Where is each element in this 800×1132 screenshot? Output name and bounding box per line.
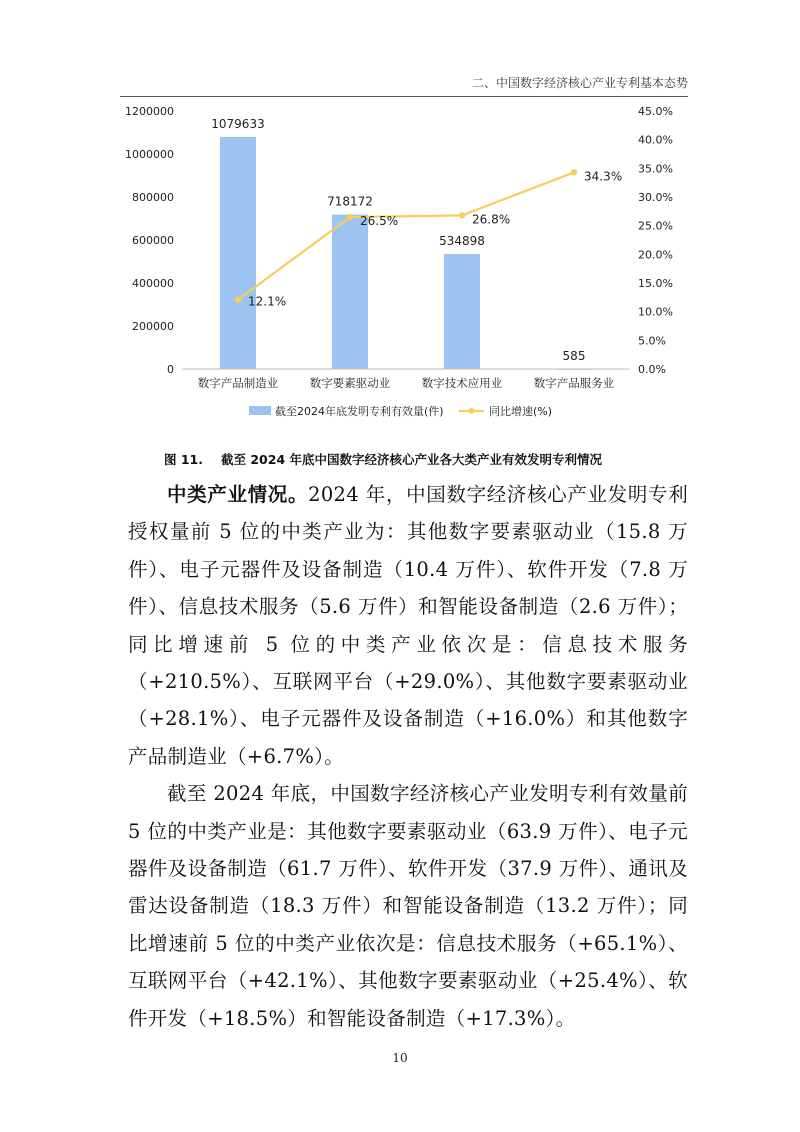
y2-tick-label: 0.0%	[638, 363, 666, 376]
growth-point	[459, 212, 465, 218]
bar	[220, 137, 256, 369]
growth-value-label: 26.8%	[472, 212, 511, 227]
bar-value-label: 718172	[327, 194, 373, 209]
y-tick-label: 800000	[132, 191, 174, 204]
growth-value-label: 26.5%	[360, 214, 399, 229]
patent-chart	[0, 96, 800, 431]
paragraph-2	[128, 775, 688, 1037]
category-label: 数字产品制造业	[197, 376, 279, 390]
y2-tick-label: 40.0%	[638, 133, 673, 147]
paragraph-1-lead: 中类产业情况。	[167, 483, 309, 506]
figure-number: 图 11.	[164, 452, 203, 467]
y-tick-label: 200000	[132, 320, 174, 333]
y2-tick-label: 25.0%	[638, 219, 673, 233]
bar	[332, 215, 368, 369]
category-label: 数字要素驱动业	[309, 376, 391, 390]
category-label: 数字技术应用业	[421, 376, 503, 390]
category-label: 数字产品服务业	[533, 376, 615, 390]
y2-tick-label: 35.0%	[638, 162, 673, 176]
growth-line	[238, 172, 574, 299]
legend-bar-label: 截至2024年底发明专利有效量(件)	[275, 405, 444, 418]
y2-tick-label: 45.0%	[638, 105, 673, 118]
bar-value-label: 1079633	[211, 116, 265, 131]
growth-point	[571, 169, 577, 175]
y2-tick-label: 5.0%	[638, 334, 666, 348]
figure-caption-text: 截至 2024 年底中国数字经济核心产业各大类产业有效发明专利情况	[221, 452, 602, 467]
growth-point	[235, 296, 241, 302]
bar	[444, 254, 480, 369]
y2-tick-label: 15.0%	[638, 277, 673, 290]
growth-value-label: 12.1%	[248, 294, 287, 309]
growth-point	[347, 214, 353, 220]
page-number: 10	[392, 1051, 408, 1065]
legend-line-marker	[469, 408, 475, 414]
y-tick-label: 1200000	[125, 105, 174, 118]
y2-tick-label: 10.0%	[638, 305, 673, 319]
y-tick-label: 600000	[132, 234, 174, 247]
bar-value-label: 534898	[439, 233, 485, 248]
legend-line-label: 同比增速(%)	[489, 405, 553, 418]
y-tick-label: 400000	[132, 277, 174, 290]
y2-tick-label: 20.0%	[638, 248, 673, 262]
figure-caption	[164, 450, 602, 468]
legend-bar-swatch	[249, 406, 271, 415]
paragraph-1-text: 2024 年，中国数字经济核心产业发明专利授权量前 5 位的中类产业为：其他数字要素驱动业（15.8 万件）、电子元器件及设备制造（10.4 万件）、软件开发（7.8 万件）、信息技术服务（5.6 万件）和智能设备制造（2.6 万件）；同比增速前 5 位的中类产业依次是：信息技术服务（+210.5%）、互联网平台（+29.0%）、其他数字要素驱动业（+28.1%）、电子元器件及设备制造（+16.0%）和其他数字产品制造业（+6.7%）。	[128, 483, 688, 768]
bar-value-label: 585	[562, 348, 586, 363]
y-tick-label: 0	[167, 363, 174, 376]
y2-tick-label: 30.0%	[638, 191, 673, 204]
growth-value-label: 34.3%	[584, 169, 623, 184]
running-header: 二、中国数字经济核心产业专利基本态势	[471, 76, 688, 90]
y-tick-label: 1000000	[125, 148, 174, 161]
paragraph-2-text: 截至 2024 年底，中国数字经济核心产业发明专利有效量前 5 位的中类产业是：其他数字要素驱动业（63.9 万件）、电子元器件及设备制造（61.7 万件）、软件开发（37.9 万件）、通讯及雷达设备制造（18.3 万件）和智能设备制造（13.2 万件）；同比增速前 5 位的中类产业依次是：信息技术服务（+65.1%）、互联网平台（+42.1%）、其他数字要素驱动业（+25.4%）、软件开发（+18.5%）和智能设备制造（+17.3%）。	[128, 782, 688, 1030]
body-text	[128, 476, 688, 1037]
paragraph-1	[128, 476, 688, 775]
